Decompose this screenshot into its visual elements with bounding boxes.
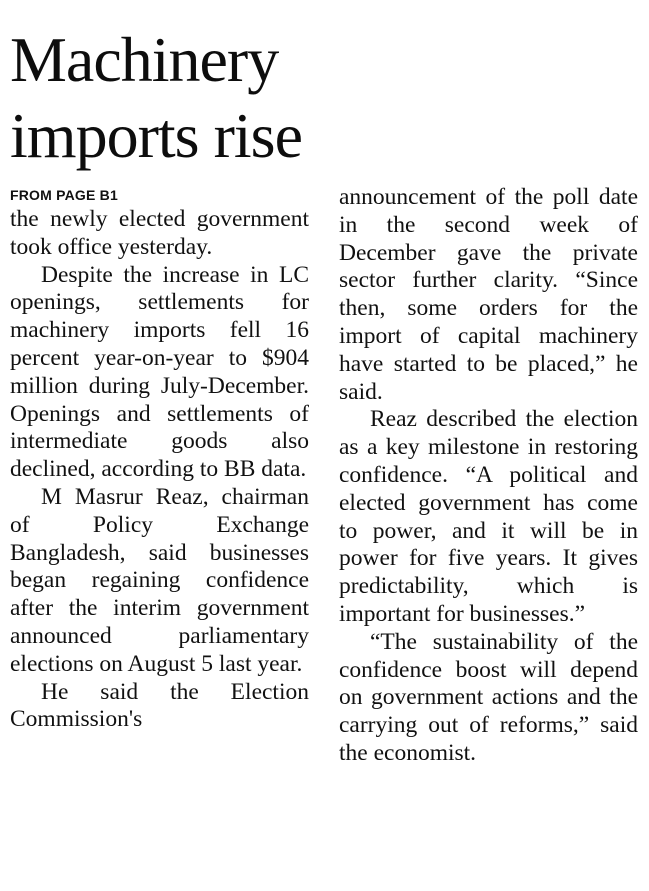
headline-line-1: Machinery [10, 24, 279, 95]
paragraph: the newly elected government took office yesterday. [10, 206, 309, 260]
paragraph: Reaz described the election as a key milestone in restoring confidence. “A political and elected government has come to power, and it will be in power for five years. It gives predictability, which is important for businesses.” [339, 406, 638, 627]
dateline: FROM PAGE B1 [10, 187, 118, 203]
paragraph: Despite the increase in LC openings, settlements for machinery imports fell 16 percent year-on-year to $904 million during July-December. Openings and settlements of intermediate goods also declined, according to BB data. [10, 261, 309, 483]
paragraph: announcement of the poll date in the second week of December gave the private sector further clarity. “Since then, some orders for the import of capital machinery have started to be placed,” he said. [339, 184, 638, 405]
paragraph: “The sustainability of the confidence boost will depend on government actions and the carrying out of reforms,” said the economist. [339, 628, 638, 766]
article-column-right [339, 184, 638, 768]
headline-line-2: imports rise [10, 100, 302, 171]
article-column-left [10, 184, 309, 734]
paragraph: M Masrur Reaz, chairman of Policy Exchange Bangladesh, said businesses began regaining confidence after the interim government announced parliamentary elections on August 5 last year. [10, 483, 309, 677]
paragraph: He said the Election Commission's [10, 678, 309, 733]
headline [10, 22, 640, 174]
